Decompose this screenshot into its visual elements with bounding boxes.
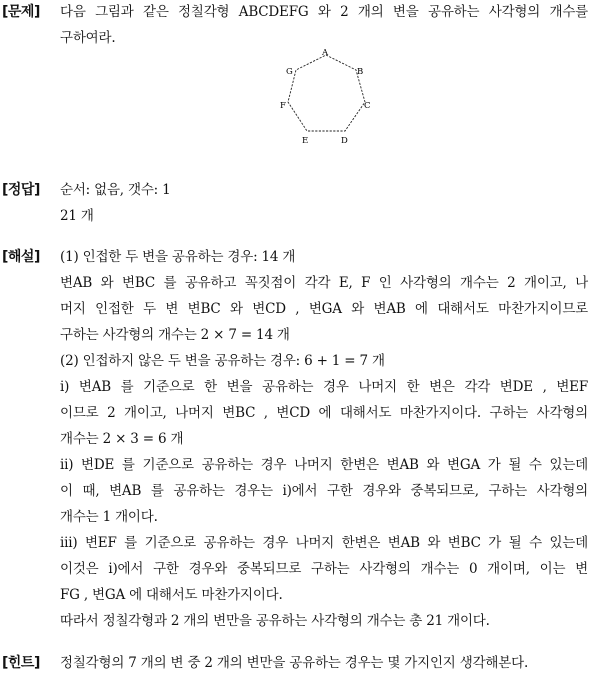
solution-line: 이므로 2 개이고, 나머지 변BC , 변CD 에 대해서도 마찬가지이다. 구하는 사각형의 xyxy=(60,405,588,421)
vertex-label-c: C xyxy=(364,101,371,111)
vertex-label-a: A xyxy=(322,48,329,58)
heptagon-figure xyxy=(0,45,592,155)
solution-line: 따라서 정칠각형과 2 개의 변만을 공유하는 사각형의 개수는 총 21 개이다. xyxy=(60,613,490,629)
vertex-label-d: D xyxy=(341,136,348,146)
solution-line: 개수는 1 개이다. xyxy=(60,509,158,525)
solution-line: 이것은 i)에서 구한 경우와 중복되므로 구하는 사각형의 개수는 0 개이며, 이는 변 xyxy=(60,561,588,577)
solution-line: ii) 변DE 를 기준으로 공유하는 경우 나머지 한변은 변AB 와 변GA 가 될 수 있는데 xyxy=(60,457,588,473)
problem-line: 다음 그림과 같은 정칠각형 ABCDEFG 와 2 개의 변을 공유하는 사각형의 개수를 xyxy=(60,4,588,20)
problem-line: 구하여라. xyxy=(60,30,116,46)
hint-tag: [힌트] xyxy=(2,655,40,671)
solution-line: 구하는 사각형의 개수는 2 × 7 = 14 개 xyxy=(60,327,290,343)
solution-line: 이 때, 변AB 를 공유하는 경우는 i)에서 구한 경우와 중복되므로, 구하는 사각형의 xyxy=(60,483,588,499)
solution-tag: [해설] xyxy=(2,249,40,265)
hint-line: 정칠각형의 7 개의 변 중 2 개의 변만을 공유하는 경우는 몇 가지인지 생각해본다. xyxy=(60,655,529,671)
solution-line: FG , 변GA 에 대해서도 마찬가지이다. xyxy=(60,587,283,603)
problem-tag: [문제] xyxy=(2,4,40,20)
solution-line: 머지 인접한 두 변 변BC 와 변CD , 변GA 와 변AB 에 대해서도 마찬가지이므로 xyxy=(60,301,588,317)
solution-text xyxy=(60,246,588,636)
solution-line: iii) 변EF 를 기준으로 공유하는 경우 나머지 한변은 변AB 와 변BC 가 될 수 있는데 xyxy=(60,535,588,551)
vertex-label-f: F xyxy=(280,101,286,111)
solution-line: (2) 인접하지 않은 두 변을 공유하는 경우: 6 + 1 = 7 개 xyxy=(60,353,385,369)
answer-line: 순서: 없음, 갯수: 1 xyxy=(60,182,171,198)
answer-tag: [정답] xyxy=(2,182,40,198)
heptagon-diagram xyxy=(0,45,592,155)
vertex-label-e: E xyxy=(302,136,309,146)
solution-line: i) 변AB 를 기준으로 한 변을 공유하는 경우 나머지 한 변은 각각 변DE , 변EF xyxy=(60,379,588,395)
hint-text xyxy=(60,652,588,678)
solution-line: (1) 인접한 두 변을 공유하는 경우: 14 개 xyxy=(60,249,296,265)
answer-line: 21 개 xyxy=(60,208,94,224)
solution-line: 변AB 와 변BC 를 공유하고 꼭짓점이 각각 E, F 인 사각형의 개수는 2 개이고, 나 xyxy=(60,275,588,291)
vertex-label-b: B xyxy=(357,67,364,77)
answer-text xyxy=(60,179,588,231)
heptagon-outline xyxy=(288,55,365,131)
solution-line: 개수는 2 × 3 = 6 개 xyxy=(60,431,184,447)
vertex-label-g: G xyxy=(286,67,293,77)
